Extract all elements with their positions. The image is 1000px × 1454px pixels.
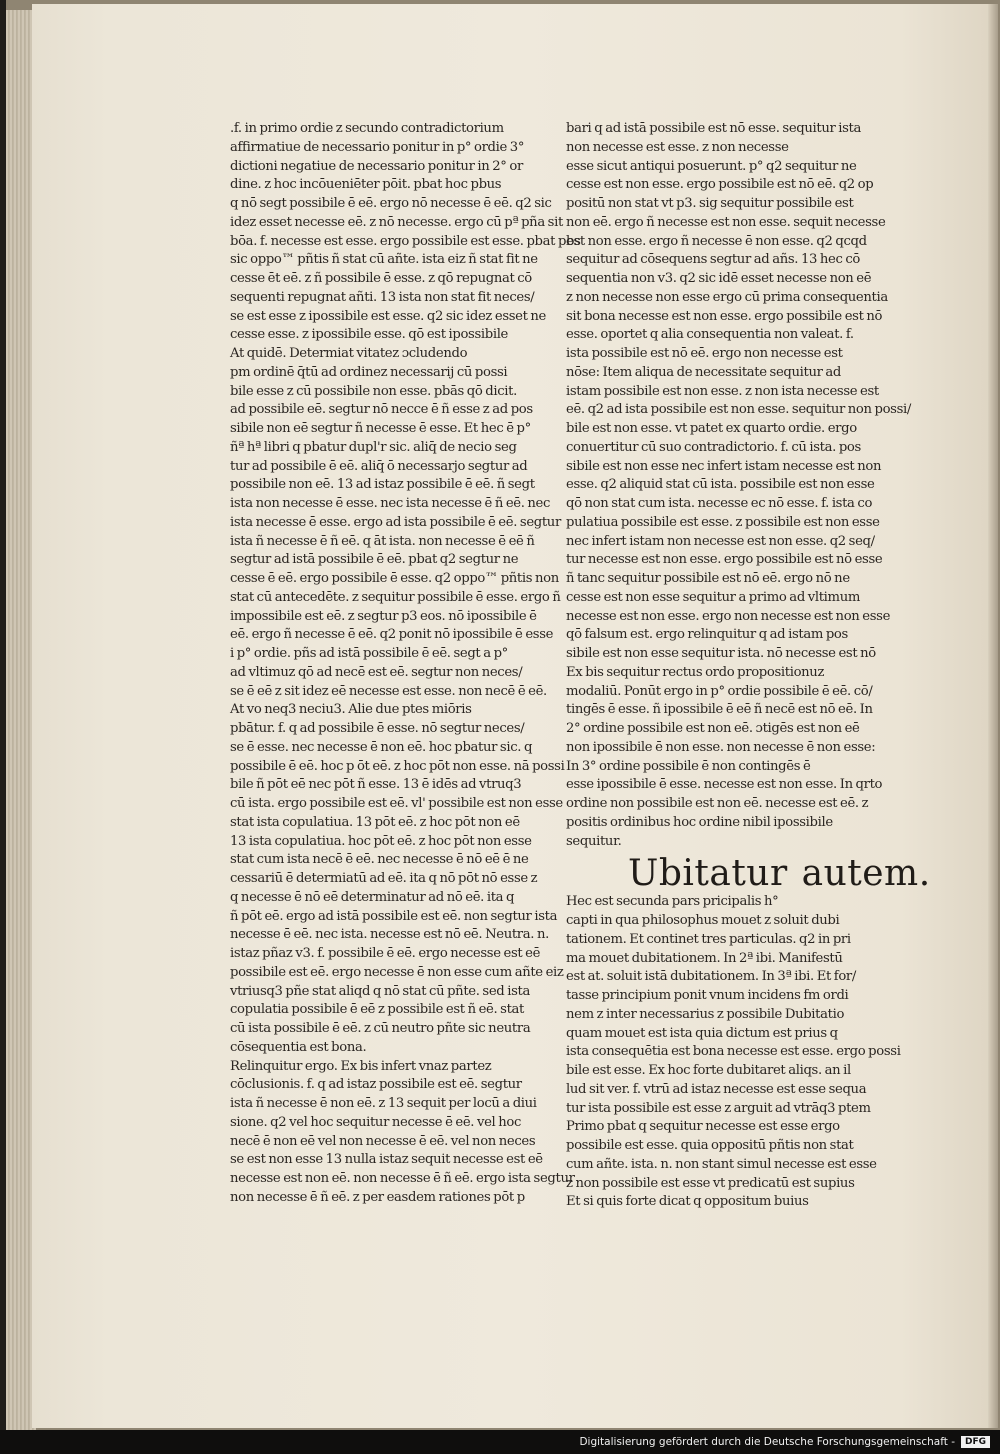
section-heading: Ubitatur autem.: [628, 853, 931, 895]
text-line: ista possibile est nō eē. ergo non necesse est: [566, 346, 843, 361]
text-line: ma mouet dubitationem. In 2ª ibi. Manifestū: [566, 950, 843, 966]
text-line: possibile est esse. quia oppositū pñtis non stat: [566, 1138, 854, 1153]
text-line: pbātur. f. q ad possibile ē esse. nō segtur neces/: [230, 721, 525, 736]
text-line: affirmatiue de necessario ponitur in p° ordie 3°: [230, 139, 525, 155]
text-line: cesse ē eē. ergo possibile ē esse. q2 oppo™ pñtis non: [230, 571, 559, 586]
footer-text: Digitalisierung gefördert durch die Deutsche Forschungsgemeinschaft -: [579, 1436, 955, 1448]
text-line: se ē esse. nec necesse ē non eē. hoc pbatur sic. q: [230, 739, 533, 755]
text-line: istaz pñaz v3. f. possibile ē eē. ergo necesse est eē: [230, 946, 541, 961]
text-line: est at. soluit istā dubitationem. In 3ª ibi. Et for/: [566, 969, 856, 985]
text-line: ista necesse ē esse. ergo ad ista possibile ē eē. segtur: [230, 514, 561, 530]
text-line: Ex bis sequitur rectus ordo propositionuz: [566, 664, 825, 680]
text-line: z non possibile est esse vt predicatū est supius: [566, 1175, 855, 1191]
text-line: sic oppo™ pñtis ñ stat cū añte. ista eiz ñ stat fit ne: [230, 252, 538, 268]
dfg-logo: DFG: [961, 1436, 990, 1448]
text-line: stat cum ista necē ē eē. nec necesse ē nō eē ē ne: [230, 852, 529, 868]
text-line: cū ista possibile ē eē. z cū neutro pñte sic neutra: [230, 1021, 531, 1036]
text-line: sibile est non esse nec infert istam necesse est non: [566, 458, 882, 474]
text-line: copulatia possibile ē eē z possibile est ñ eē. stat: [230, 1002, 524, 1018]
text-line: bari q ad istā possibile est nō esse. sequitur ista: [566, 121, 862, 136]
text-line: sibile non eē segtur ñ necesse ē esse. Et hec ē p°: [230, 421, 531, 436]
text-line: bile esse z cū possibile non esse. pbās qō dicit.: [230, 383, 517, 399]
text-line: cōclusionis. f. q ad istaz possibile est eē. segtur: [230, 1077, 522, 1093]
text-line: esse. q2 aliquid stat cū ista. possibile est non esse: [566, 477, 875, 493]
text-line: q necesse ē nō eē determinatur ad nō eē. ita q: [230, 889, 515, 905]
text-line: sequitur.: [566, 833, 622, 849]
text-line: cum añte. ista. n. non stant simul necesse est esse: [566, 1156, 877, 1172]
text-line: esse. oportet q alia consequentia non valeat. f.: [566, 327, 854, 343]
text-line: cesse est non esse. ergo possibile est nō eē. q2 op: [566, 177, 874, 193]
text-line: 2° ordine possibile est non eē. ɔtigēs est non eē: [566, 721, 860, 736]
text-line: Relinquitur ergo. Ex bis infert vnaz partez: [230, 1058, 492, 1074]
text-line: non ipossibile ē non esse. non necesse ē non esse:: [566, 739, 876, 755]
text-line: cesse ēt eē. z ñ possibile ē esse. z qō repugnat cō: [230, 271, 532, 286]
text-line: eē. ergo ñ necesse ē eē. q2 ponit nō ipossibile ē esse: [230, 627, 554, 643]
text-line: necē ē non eē vel non necesse ē eē. vel non neces: [230, 1133, 536, 1149]
text-line: 13 ista copulatiua. hoc pōt eē. z hoc pōt non esse: [230, 833, 532, 849]
text-line: possibile ē eē. hoc p ōt eē. z hoc pōt non esse. nā possi: [230, 758, 565, 774]
text-line: cōsequentia est bona.: [230, 1039, 367, 1055]
text-line: se est esse z ipossibile est esse. q2 sic idez esset ne: [230, 308, 546, 324]
text-line: segtur ad istā possibile ē eē. pbat q2 segtur ne: [230, 552, 519, 568]
text-line: z non necesse non esse ergo cū prima consequentia: [566, 289, 888, 305]
text-line: bile est esse. Ex hoc forte dubitaret aliqs. an il: [566, 1063, 851, 1078]
text-line: ista non necesse ē esse. nec ista necesse ē ñ eē. nec: [230, 496, 551, 511]
text-line: tationem. Et continet tres particulas. q2 in pri: [566, 931, 851, 947]
text-line: tur ad possibile ē eē. aliq̄ ō necessarjo segtur ad: [230, 458, 528, 474]
text-line: bōa. f. necesse est esse. ergo possibile est esse. pbat pbs: [230, 233, 581, 249]
text-line: se est non esse 13 nulla istaz sequit necesse est eē: [230, 1152, 543, 1168]
text-line: ñ pōt eē. ergo ad istā possibile est eē. non segtur ista: [230, 908, 558, 924]
text-line: sione. q2 vel hoc sequitur necesse ē eē. vel hoc: [230, 1114, 522, 1130]
text-line: ñª hª libri q pbatur dupl'r sic. aliq̄ de necio seg: [230, 439, 517, 455]
text-line: nōse: Item aliqua de necessitate sequitur ad: [566, 364, 841, 380]
text-line: non necesse ē ñ eē. z per easdem rationes pōt p: [230, 1189, 525, 1205]
text-line: positis ordinibus hoc ordine nibil ipossibile: [566, 814, 833, 830]
text-line: cū ista. ergo possibile est eē. vl' possibile est non esse: [230, 796, 563, 811]
text-line: cesse esse. z ipossibile esse. qō est ipossibile: [230, 327, 509, 343]
left-text-column: [230, 120, 581, 1208]
text-line: ñ tanc sequitur possibile est nō eē. ergo nō ne: [566, 571, 850, 586]
text-line: eē. q2 ad ista possibile est non esse. sequitur non possi/: [566, 402, 911, 418]
text-line: modaliū. Ponūt ergo in p° ordie possibile ē eē. cō/: [566, 683, 873, 699]
right-text-column: [566, 120, 931, 1212]
text-line: conuertitur cū suo contradictorio. f. cū ista. pos: [566, 439, 861, 455]
text-line: At vo neq3 neciu3. Alie due ptes miōris: [230, 702, 472, 718]
text-line: necesse ē eē. nec ista. necesse est nō eē. Neutra. n.: [230, 927, 549, 943]
text-line: sit bona necesse est non esse. ergo possibile est nō: [566, 308, 883, 324]
text-line: possibile est eē. ergo necesse ē non esse cum añte eiz: [230, 964, 564, 980]
text-line: non necesse est esse. z non necesse: [566, 139, 789, 155]
text-line: possibile non eē. 13 ad istaz possibile ē eē. ñ segt: [230, 477, 535, 493]
text-line: vtriusq3 pñe stat aliqd q nō stat cū pñte. sed ista: [230, 983, 530, 999]
text-line: cesse est non esse sequitur a primo ad vltimum: [566, 589, 860, 605]
digitization-footer: [0, 1430, 1000, 1454]
text-line: In 3° ordine possibile ē non contingēs ē: [566, 758, 811, 774]
text-line: stat cū antecedēte. z sequitur possibile ē esse. ergo ñ: [230, 589, 561, 605]
text-line: cessariū ē determiatū ad eē. ita q nō pōt nō esse z: [230, 871, 538, 886]
text-line: ordine non possibile est non eē. necesse est eē. z: [566, 796, 869, 811]
text-line: impossibile est eē. z segtur p3 eos. nō ipossibile ē: [230, 608, 537, 624]
text-line: At quidē. Determiat vitatez ɔcludendo: [230, 346, 468, 361]
text-line: sequenti repugnat añti. 13 ista non stat fit neces/: [230, 289, 535, 305]
text-line: tur necesse est non esse. ergo possibile est nō esse: [566, 552, 883, 568]
text-line: ad vltimuz qō ad necē est eē. segtur non neces/: [230, 664, 523, 680]
text-line: ista consequētia est bona necesse est esse. ergo possi: [566, 1044, 901, 1060]
text-line: nem z inter necessarius z possibile Dubitatio: [566, 1006, 845, 1022]
text-line: idez esset necesse eē. z nō necesse. ergo cū pª pña sit: [230, 214, 563, 230]
text-line: non eē. ergo ñ necesse est non esse. sequit necesse: [566, 214, 886, 230]
text-line: q nō segt possibile ē eē. ergo nō necesse ē eē. q2 sic: [230, 196, 552, 211]
text-line: .f. in primo ordie z secundo contradictorium: [230, 121, 504, 136]
text-line: sequitur ad cōsequens segtur ad añs. 13 hec cō: [566, 252, 860, 268]
text-line: esse sicut antiqui posuerunt. p° q2 sequitur ne: [566, 158, 857, 174]
text-line: tingēs ē esse. ñ ipossibile ē eē ñ necē est nō eē. In: [566, 702, 873, 718]
text-line: positū non stat vt p3. sig sequitur possibile est: [566, 196, 854, 211]
text-line: se ē eē z sit idez eē necesse est esse. non necē ē eē.: [230, 683, 547, 699]
text-line: ista ñ necesse ē ñ eē. q āt ista. non necesse ē eē ñ: [230, 533, 535, 549]
text-line: Hec est secunda pars pricipalis h°: [566, 894, 779, 910]
text-line: bile est non esse. vt patet ex quarto ordie. ergo: [566, 421, 857, 436]
text-line: tasse principium ponit vnum incidens fm ordi: [566, 988, 849, 1003]
text-line: stat ista copulatiua. 13 pōt eē. z hoc pōt non eē: [230, 814, 520, 830]
text-line: pulatiua possibile est esse. z possibile est non esse: [566, 514, 880, 530]
text-line: qō falsum est. ergo relinquitur q ad istam pos: [566, 627, 848, 643]
text-line: istam possibile est non esse. z non ista necesse est: [566, 383, 879, 399]
text-line: Primo pbat q sequitur necesse est esse ergo: [566, 1119, 840, 1135]
text-line: necesse est non eē. non necesse ē ñ eē. ergo ista segtur: [230, 1171, 575, 1186]
text-line: necesse est non esse. ergo non necesse est non esse: [566, 608, 891, 624]
text-line: esse ipossibile ē esse. necesse est non esse. In qrto: [566, 777, 883, 793]
text-line: i p° ordie. pñs ad istā possibile ē eē. segt a p°: [230, 646, 508, 661]
text-line: lud sit ver. f. vtrū ad istaz necesse est esse sequa: [566, 1081, 867, 1097]
text-line: nec infert istam non necesse est non esse. q2 seq/: [566, 533, 875, 549]
text-line: qō non stat cum ista. necesse ec nō esse. f. ista co: [566, 496, 873, 511]
text-line: est non esse. ergo ñ necesse ē non esse. q2 qcqd: [566, 233, 867, 249]
text-line: sibile est non esse sequitur ista. nō necesse est nō: [566, 646, 876, 661]
text-line: bile ñ pōt eē nec pōt ñ esse. 13 ē idēs ad vtruq3: [230, 777, 522, 793]
text-line: pm ordinē q̄tū ad ordinez necessarij cū possi: [230, 364, 508, 380]
text-line: dictioni negatiue de necessario ponitur in 2° or: [230, 158, 523, 174]
text-line: ad possibile eē. segtur nō necce ē ñ esse z ad pos: [230, 402, 533, 418]
right-column-top-block: [566, 120, 911, 851]
text-line: tur ista possibile est esse z arguit ad vtrāq3 ptem: [566, 1100, 871, 1116]
right-column-bottom-block: [566, 893, 901, 1212]
text-line: quam mouet est ista quia dictum est prius q: [566, 1025, 838, 1041]
text-line: dine. z hoc incōueniēter pōit. pbat hoc pbus: [230, 177, 502, 193]
text-line: ista ñ necesse ē non eē. z 13 sequit per locū a diui: [230, 1096, 537, 1111]
page-gutter: [988, 4, 998, 1428]
text-line: sequentia non v3. q2 sic idē esset necesse non eē: [566, 271, 872, 286]
text-line: Et si quis forte dicat q oppositum buius: [566, 1194, 809, 1210]
text-line: capti in qua philosophus mouet z soluit dubi: [566, 913, 840, 928]
